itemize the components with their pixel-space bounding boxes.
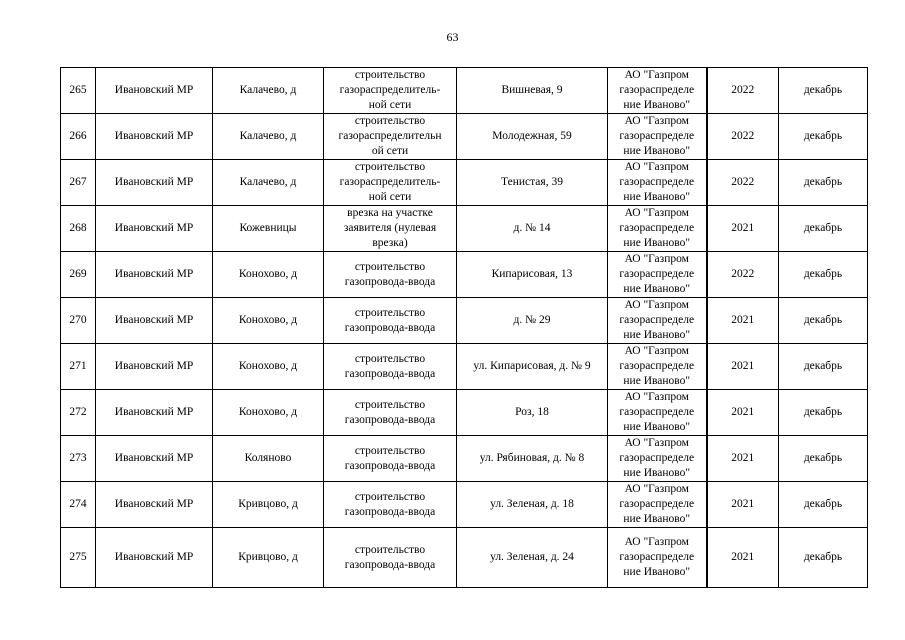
organization-cell: АО "Газпром газораспределе ние Иваново"	[608, 482, 707, 528]
row-number-cell: 270	[61, 298, 96, 344]
work-type-cell: строительство газопровода-ввода	[324, 528, 457, 588]
table-row	[61, 160, 868, 206]
organization-cell: АО "Газпром газораспределе ние Иваново"	[608, 160, 707, 206]
district-cell: Ивановский МР	[96, 528, 213, 588]
locality-cell: Калачево, д	[213, 114, 324, 160]
locality-cell: Коляново	[213, 436, 324, 482]
address-cell: ул. Рябиновая, д. № 8	[457, 436, 608, 482]
address-cell: Тенистая, 39	[457, 160, 608, 206]
table-row	[61, 390, 868, 436]
row-number-cell: 265	[61, 68, 96, 114]
year-cell: 2021	[707, 206, 779, 252]
table-row	[61, 252, 868, 298]
month-cell: декабрь	[779, 528, 868, 588]
work-type-cell: строительство газопровода-ввода	[324, 390, 457, 436]
row-number-cell: 266	[61, 114, 96, 160]
row-number-cell: 275	[61, 528, 96, 588]
address-cell: Молодежная, 59	[457, 114, 608, 160]
locality-cell: Кожевницы	[213, 206, 324, 252]
year-cell: 2022	[707, 252, 779, 298]
district-cell: Ивановский МР	[96, 482, 213, 528]
district-cell: Ивановский МР	[96, 390, 213, 436]
locality-cell: Конохово, д	[213, 390, 324, 436]
month-cell: декабрь	[779, 160, 868, 206]
organization-cell: АО "Газпром газораспределе ние Иваново"	[608, 114, 707, 160]
address-cell: ул. Кипарисовая, д. № 9	[457, 344, 608, 390]
year-cell: 2021	[707, 482, 779, 528]
work-type-cell: строительство газопровода-ввода	[324, 482, 457, 528]
address-cell: Вишневая, 9	[457, 68, 608, 114]
locality-cell: Конохово, д	[213, 344, 324, 390]
year-cell: 2022	[707, 114, 779, 160]
row-number-cell: 269	[61, 252, 96, 298]
year-cell: 2021	[707, 436, 779, 482]
work-type-cell: врезка на участке заявителя (нулевая врезка)	[324, 206, 457, 252]
table-row	[61, 436, 868, 482]
address-cell: д. № 14	[457, 206, 608, 252]
year-cell: 2021	[707, 390, 779, 436]
locality-cell: Конохово, д	[213, 252, 324, 298]
work-type-cell: строительство газопровода-ввода	[324, 252, 457, 298]
district-cell: Ивановский МР	[96, 436, 213, 482]
locality-cell: Калачево, д	[213, 160, 324, 206]
year-cell: 2021	[707, 344, 779, 390]
address-cell: Роз, 18	[457, 390, 608, 436]
year-cell: 2022	[707, 68, 779, 114]
year-cell: 2021	[707, 528, 779, 588]
organization-cell: АО "Газпром газораспределе ние Иваново"	[608, 68, 707, 114]
organization-cell: АО "Газпром газораспределе ние Иваново"	[608, 252, 707, 298]
month-cell: декабрь	[779, 482, 868, 528]
locality-cell: Калачево, д	[213, 68, 324, 114]
table-row	[61, 344, 868, 390]
table-row	[61, 482, 868, 528]
organization-cell: АО "Газпром газораспределе ние Иваново"	[608, 528, 707, 588]
month-cell: декабрь	[779, 298, 868, 344]
locality-cell: Кривцово, д	[213, 528, 324, 588]
work-type-cell: строительство газораспределитель- ной сети	[324, 160, 457, 206]
address-cell: д. № 29	[457, 298, 608, 344]
table-row	[61, 528, 868, 588]
district-cell: Ивановский МР	[96, 206, 213, 252]
table-row	[61, 114, 868, 160]
district-cell: Ивановский МР	[96, 68, 213, 114]
month-cell: декабрь	[779, 252, 868, 298]
row-number-cell: 273	[61, 436, 96, 482]
month-cell: декабрь	[779, 344, 868, 390]
locality-cell: Кривцово, д	[213, 482, 324, 528]
work-type-cell: строительство газораспределительн ой сети	[324, 114, 457, 160]
month-cell: декабрь	[779, 114, 868, 160]
address-cell: ул. Зеленая, д. 18	[457, 482, 608, 528]
page-number: 63	[446, 30, 459, 44]
locality-cell: Конохово, д	[213, 298, 324, 344]
month-cell: декабрь	[779, 436, 868, 482]
district-cell: Ивановский МР	[96, 252, 213, 298]
table-row	[61, 206, 868, 252]
row-number-cell: 274	[61, 482, 96, 528]
row-number-cell: 272	[61, 390, 96, 436]
work-type-cell: строительство газопровода-ввода	[324, 344, 457, 390]
work-type-cell: строительство газопровода-ввода	[324, 298, 457, 344]
address-cell: ул. Зеленая, д. 24	[457, 528, 608, 588]
row-number-cell: 268	[61, 206, 96, 252]
month-cell: декабрь	[779, 206, 868, 252]
work-type-cell: строительство газораспределитель- ной сети	[324, 68, 457, 114]
year-cell: 2022	[707, 160, 779, 206]
table-row	[61, 298, 868, 344]
organization-cell: АО "Газпром газораспределе ние Иваново"	[608, 298, 707, 344]
table-row	[61, 68, 868, 114]
month-cell: декабрь	[779, 390, 868, 436]
district-cell: Ивановский МР	[96, 114, 213, 160]
organization-cell: АО "Газпром газораспределе ние Иваново"	[608, 344, 707, 390]
gasification-table	[60, 67, 868, 588]
year-cell: 2021	[707, 298, 779, 344]
row-number-cell: 267	[61, 160, 96, 206]
organization-cell: АО "Газпром газораспределе ние Иваново"	[608, 390, 707, 436]
work-type-cell: строительство газопровода-ввода	[324, 436, 457, 482]
district-cell: Ивановский МР	[96, 344, 213, 390]
organization-cell: АО "Газпром газораспределе ние Иваново"	[608, 206, 707, 252]
district-cell: Ивановский МР	[96, 298, 213, 344]
district-cell: Ивановский МР	[96, 160, 213, 206]
organization-cell: АО "Газпром газораспределе ние Иваново"	[608, 436, 707, 482]
row-number-cell: 271	[61, 344, 96, 390]
address-cell: Кипарисовая, 13	[457, 252, 608, 298]
month-cell: декабрь	[779, 68, 868, 114]
